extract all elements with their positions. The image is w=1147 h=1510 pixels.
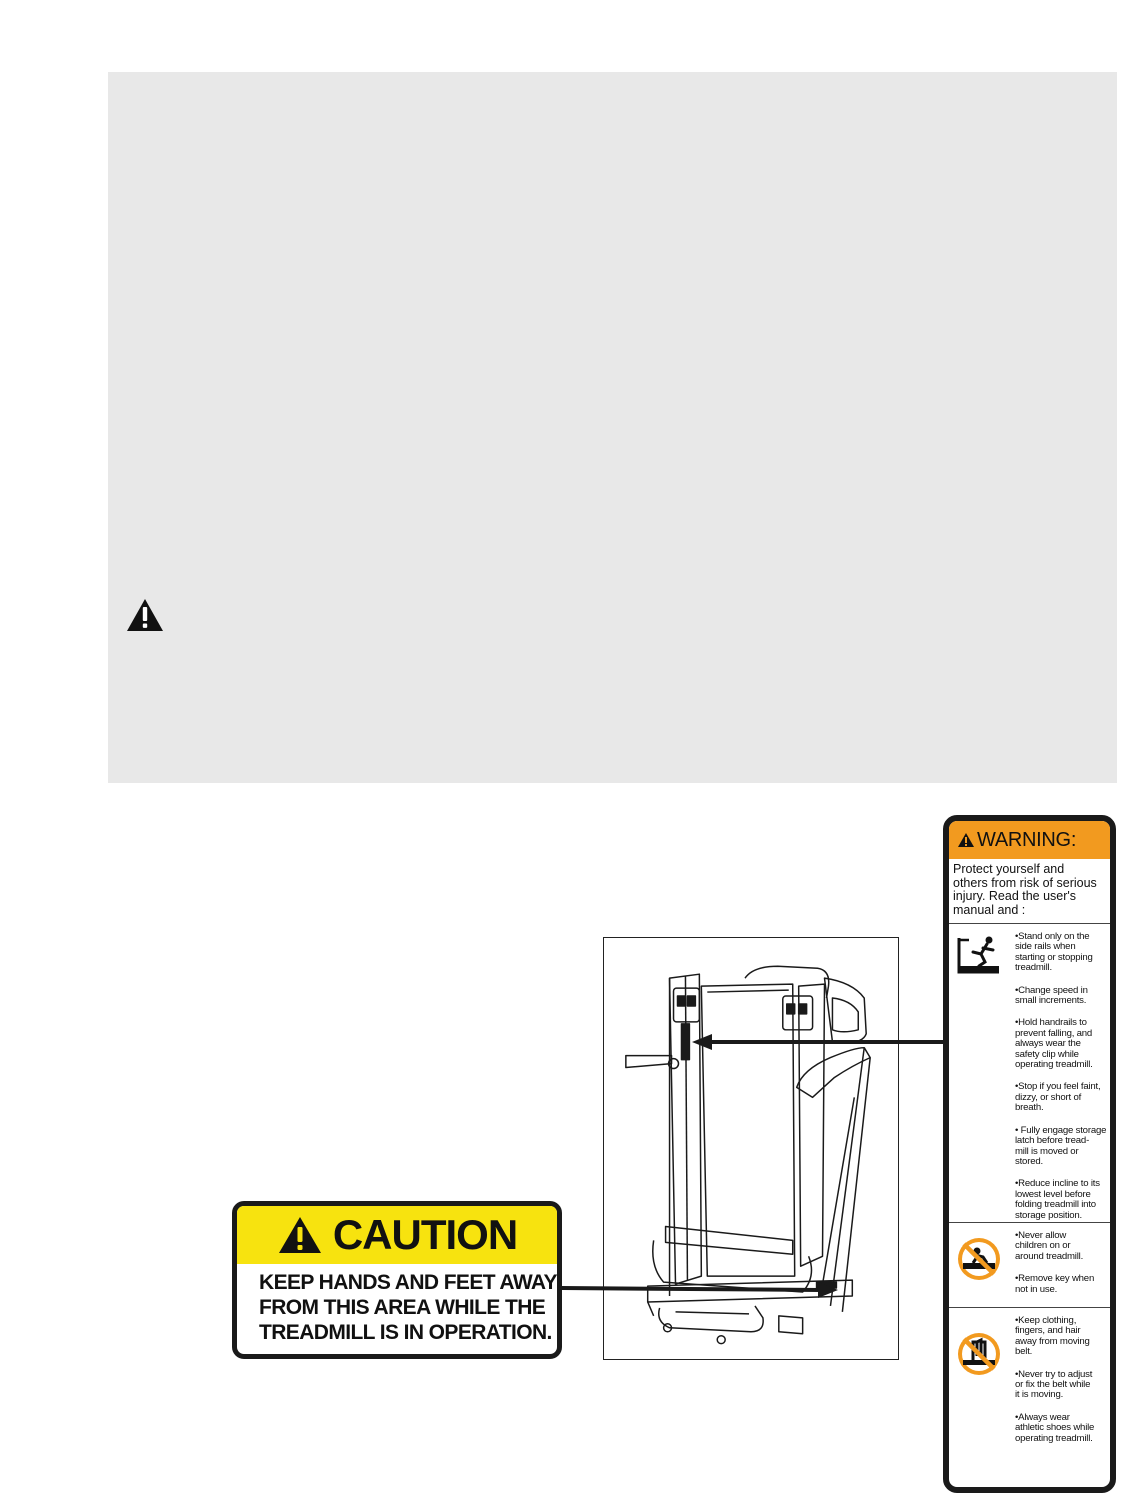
warning-item-line: stored. xyxy=(1015,1155,1043,1167)
warning-item-line: latch before tread- xyxy=(1015,1135,1090,1147)
caution-title: CAUTION xyxy=(332,1211,518,1258)
warning-item-line: or fix the belt while xyxy=(1015,1379,1091,1391)
warning-item-line: •Hold handrails to xyxy=(1015,1017,1087,1029)
warning-item xyxy=(1015,1231,1110,1262)
warning-intro xyxy=(949,859,1110,924)
warning-item-line: folding treadmill into xyxy=(1015,1199,1096,1211)
safety-info-panel xyxy=(108,72,1117,783)
warning-item-line: •Stop if you feel faint, xyxy=(1015,1081,1101,1093)
warning-item-line: not in use. xyxy=(1015,1283,1058,1295)
caution-line: TREADMILL IS IN OPERATION. xyxy=(259,1321,552,1344)
warning-triangle-icon xyxy=(957,832,975,848)
warning-header xyxy=(949,821,1110,859)
caution-triangle-icon xyxy=(277,1215,323,1255)
warning-item-line: prevent falling, and xyxy=(1015,1027,1093,1039)
intro-line: injury. Read the user's xyxy=(953,889,1077,903)
treadmill-drawing-frame xyxy=(603,937,899,1360)
warning-item-line: storage position. xyxy=(1015,1209,1082,1221)
warning-item xyxy=(1015,1082,1110,1113)
warning-item-line: •Always wear xyxy=(1015,1411,1070,1423)
stand-on-rails-icon xyxy=(955,932,1003,980)
warning-item-line: •Never try to adjust xyxy=(1015,1368,1093,1380)
warning-item-line: belt. xyxy=(1015,1346,1033,1358)
warning-item-line: •Remove key when xyxy=(1015,1273,1095,1285)
intro-line: Protect yourself and xyxy=(953,862,1065,876)
treadmill-illustration xyxy=(604,938,898,1359)
warning-item-line: children on or xyxy=(1015,1240,1071,1252)
caution-line: KEEP HANDS AND FEET AWAY xyxy=(259,1271,557,1294)
caution-header xyxy=(237,1206,557,1264)
warning-item-line: •Stand only on the xyxy=(1015,931,1090,942)
warning-item-line: fingers, and hair xyxy=(1015,1325,1081,1337)
warning-item xyxy=(1015,1018,1110,1070)
warning-item-line: •Change speed in xyxy=(1015,984,1088,996)
warning-item-line: side rails when xyxy=(1015,941,1076,953)
warning-item-line: •Reduce incline to its xyxy=(1015,1178,1100,1190)
warning-item-line: operating treadmill. xyxy=(1015,1059,1093,1071)
warning-item xyxy=(1015,1316,1110,1358)
intro-line: others from risk of serious xyxy=(953,875,1097,890)
warning-item xyxy=(1015,1413,1110,1444)
warning-section-children xyxy=(949,1223,1110,1308)
warning-item-line: • Fully engage storage xyxy=(1015,1124,1107,1136)
warning-item xyxy=(1015,1274,1110,1295)
warning-item-line: away from moving xyxy=(1015,1335,1090,1347)
warning-item-line: safety clip while xyxy=(1015,1048,1079,1060)
warning-item xyxy=(1015,932,1110,974)
no-children-icon xyxy=(955,1235,1003,1283)
warning-item-line: dizzy, or short of xyxy=(1015,1091,1082,1103)
warning-section-operation xyxy=(949,924,1110,1223)
warning-item-line: small increments. xyxy=(1015,995,1087,1007)
intro-line: manual and : xyxy=(953,902,1026,917)
caution-label xyxy=(232,1201,562,1359)
warning-section-belt xyxy=(949,1308,1110,1478)
warning-items xyxy=(1015,1308,1110,1444)
warning-item-line: mill is moved or xyxy=(1015,1145,1079,1157)
warning-item-line: athletic shoes while xyxy=(1015,1422,1095,1434)
warning-item-line: around treadmill. xyxy=(1015,1250,1084,1262)
warning-item-line: starting or stopping xyxy=(1015,951,1093,963)
warning-item xyxy=(1015,1126,1110,1168)
warning-items xyxy=(1015,1223,1110,1295)
warning-item-line: it is moving. xyxy=(1015,1389,1064,1401)
warning-item xyxy=(1015,986,1110,1007)
warning-items xyxy=(1015,924,1110,1221)
warning-title: WARNING: xyxy=(977,828,1077,851)
warning-item xyxy=(1015,1370,1110,1401)
warning-item-line: breath. xyxy=(1015,1102,1044,1114)
warning-triangle-icon xyxy=(126,598,164,632)
warning-item-line: operating treadmill. xyxy=(1015,1432,1093,1444)
warning-item-line: always wear the xyxy=(1015,1038,1081,1050)
warning-item-line: •Keep clothing, xyxy=(1015,1315,1077,1326)
warning-item-line: treadmill. xyxy=(1015,962,1052,974)
warning-item-line: lowest level before xyxy=(1015,1188,1091,1200)
warning-item xyxy=(1015,1179,1110,1221)
warning-item-line: •Never allow xyxy=(1015,1230,1067,1241)
warning-label xyxy=(943,815,1116,1493)
caution-line: FROM THIS AREA WHILE THE xyxy=(259,1296,546,1319)
keep-hands-away-icon xyxy=(955,1330,1003,1378)
